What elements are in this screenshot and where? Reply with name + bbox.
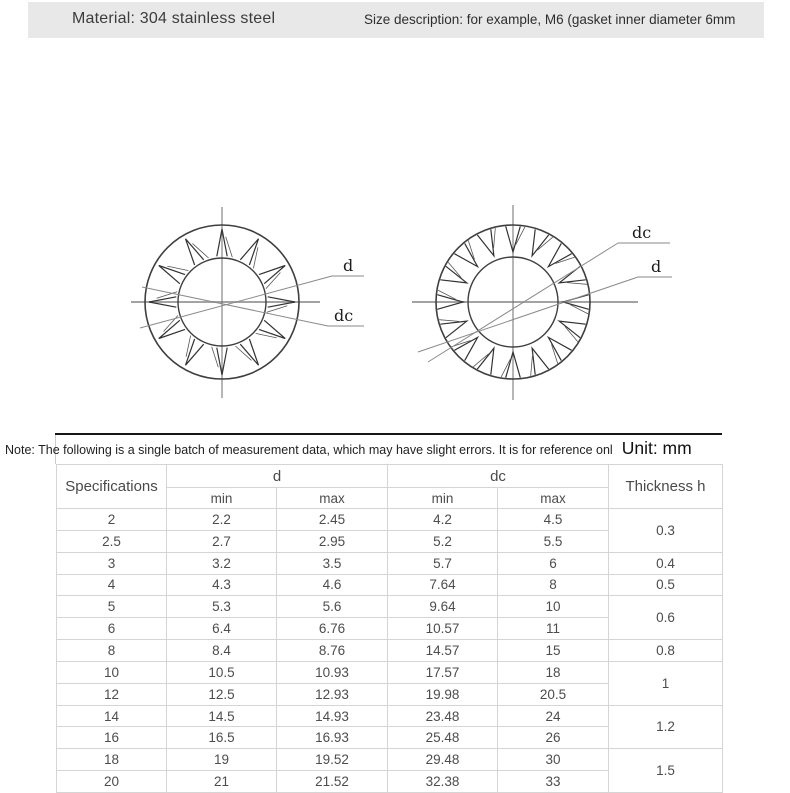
table-cell: 5: [57, 596, 167, 618]
table-cell: 14.5: [167, 705, 277, 727]
label-d-right: d: [651, 257, 662, 276]
table-cell: 16: [57, 727, 167, 749]
table-cell: 32.38: [388, 771, 498, 793]
table-cell: 10: [498, 596, 609, 618]
table-cell: 14: [57, 705, 167, 727]
table-row: [57, 749, 723, 771]
leader-d-right-diagonal: [418, 277, 638, 352]
table-cell: 24: [498, 705, 609, 727]
table-cell: 5.6: [277, 596, 388, 618]
table-cell: 5.3: [167, 596, 277, 618]
table-row: [57, 640, 723, 662]
thickness-cell: 0.8: [609, 640, 723, 662]
table-cell: 8: [57, 640, 167, 662]
table-cell: 20.5: [498, 683, 609, 705]
table-cell: 12: [57, 683, 167, 705]
table-cell: 3.2: [167, 552, 277, 574]
thickness-cell: 0.3: [609, 509, 723, 553]
col-header-d-min: min: [167, 488, 277, 509]
col-header-dc-min: min: [388, 488, 498, 509]
table-row: [57, 705, 723, 727]
thickness-cell: 1: [609, 661, 723, 705]
table-cell: 2: [57, 509, 167, 531]
note-line: [5, 438, 692, 459]
table-cell: 5.5: [498, 530, 609, 552]
table-cell: 2.7: [167, 530, 277, 552]
table-cell: 2.95: [277, 530, 388, 552]
col-header-d-max: max: [277, 488, 388, 509]
col-header-thickness: Thickness h: [609, 465, 723, 509]
size-description-label: Size description: for example, M6 (gasket inner diameter 6mm: [364, 12, 736, 27]
table-cell: 19.98: [388, 683, 498, 705]
inner-circle: [178, 258, 266, 346]
table-cell: 29.48: [388, 749, 498, 771]
col-header-specifications: Specifications: [57, 465, 167, 509]
table-cell: 33: [498, 771, 609, 793]
table-cell: 19.52: [277, 749, 388, 771]
col-header-dc: dc: [388, 465, 609, 488]
table-cell: 6.76: [277, 618, 388, 640]
washer-internal-drawing: [131, 207, 364, 398]
table-cell: 5.7: [388, 552, 498, 574]
table-cell: 7.64: [388, 574, 498, 596]
table-cell: 6: [57, 618, 167, 640]
thickness-cell: 1.5: [609, 749, 723, 793]
table-cell: 12.93: [277, 683, 388, 705]
table-cell: 4.5: [498, 509, 609, 531]
leader-dc-left-diagonal: [142, 287, 328, 326]
thickness-cell: 0.6: [609, 596, 723, 640]
table-cell: 25.48: [388, 727, 498, 749]
table-cell: 23.48: [388, 705, 498, 727]
table-cell: 6.4: [167, 618, 277, 640]
washer-external-drawing: [412, 205, 672, 400]
material-label: Material: 304 stainless steel: [72, 10, 276, 27]
thickness-cell: 1.2: [609, 705, 723, 749]
table-cell: 2.2: [167, 509, 277, 531]
table-cell: 12.5: [167, 683, 277, 705]
table-cell: 2.45: [277, 509, 388, 531]
table-cell: 10.5: [167, 661, 277, 683]
table-row: [57, 596, 723, 618]
table-cell: 17.57: [388, 661, 498, 683]
table-cell: 8.76: [277, 640, 388, 662]
outer-circle: [145, 225, 299, 379]
divider-line: [55, 433, 722, 435]
table-cell: 10.93: [277, 661, 388, 683]
table-cell: 2.5: [57, 530, 167, 552]
table-cell: 21: [167, 771, 277, 793]
table-cell: 30: [498, 749, 609, 771]
leader-dc-right-diagonal: [428, 243, 618, 362]
table-cell: 10: [57, 661, 167, 683]
table-cell: 21.52: [277, 771, 388, 793]
note-text: Note: The following is a single batch of measurement data, which may have slight errors. It is for reference onl: [5, 443, 613, 457]
thickness-cell: 0.5: [609, 574, 723, 596]
internal-teeth: [149, 229, 295, 375]
table-cell: 6: [498, 552, 609, 574]
unit-label: Unit: mm: [621, 438, 692, 458]
table-cell: 20: [57, 771, 167, 793]
external-teeth: [437, 226, 588, 377]
table-cell: 10.57: [388, 618, 498, 640]
col-header-dc-max: max: [498, 488, 609, 509]
table-cell: 14.93: [277, 705, 388, 727]
table-cell: 8.4: [167, 640, 277, 662]
table-cell: 4: [57, 574, 167, 596]
label-dc-right: dc: [632, 223, 652, 242]
table-cell: 4.6: [277, 574, 388, 596]
spec-table-body: [57, 509, 723, 793]
table-cell: 4.2: [388, 509, 498, 531]
table-cell: 5.2: [388, 530, 498, 552]
spec-table: [56, 464, 723, 793]
table-cell: 16.93: [277, 727, 388, 749]
table-row: [57, 661, 723, 683]
header-bar: [28, 2, 764, 38]
table-cell: 18: [57, 749, 167, 771]
thickness-cell: 0.4: [609, 552, 723, 574]
table-cell: 4.3: [167, 574, 277, 596]
outer-circle: [436, 225, 590, 379]
table-cell: 16.5: [167, 727, 277, 749]
table-cell: 3.5: [277, 552, 388, 574]
table-cell: 26: [498, 727, 609, 749]
table-row: [57, 552, 723, 574]
table-row: [57, 574, 723, 596]
label-d-left: d: [343, 256, 354, 275]
label-dc-left: dc: [334, 306, 354, 325]
table-cell: 11: [498, 618, 609, 640]
table-cell: 9.64: [388, 596, 498, 618]
table-cell: 15: [498, 640, 609, 662]
inner-circle: [468, 257, 558, 347]
leader-d-left-diagonal: [140, 276, 332, 328]
table-cell: 3: [57, 552, 167, 574]
table-cell: 19: [167, 749, 277, 771]
table-cell: 14.57: [388, 640, 498, 662]
table-cell: 8: [498, 574, 609, 596]
col-header-d: d: [167, 465, 388, 488]
table-cell: 18: [498, 661, 609, 683]
table-row: [57, 509, 723, 531]
